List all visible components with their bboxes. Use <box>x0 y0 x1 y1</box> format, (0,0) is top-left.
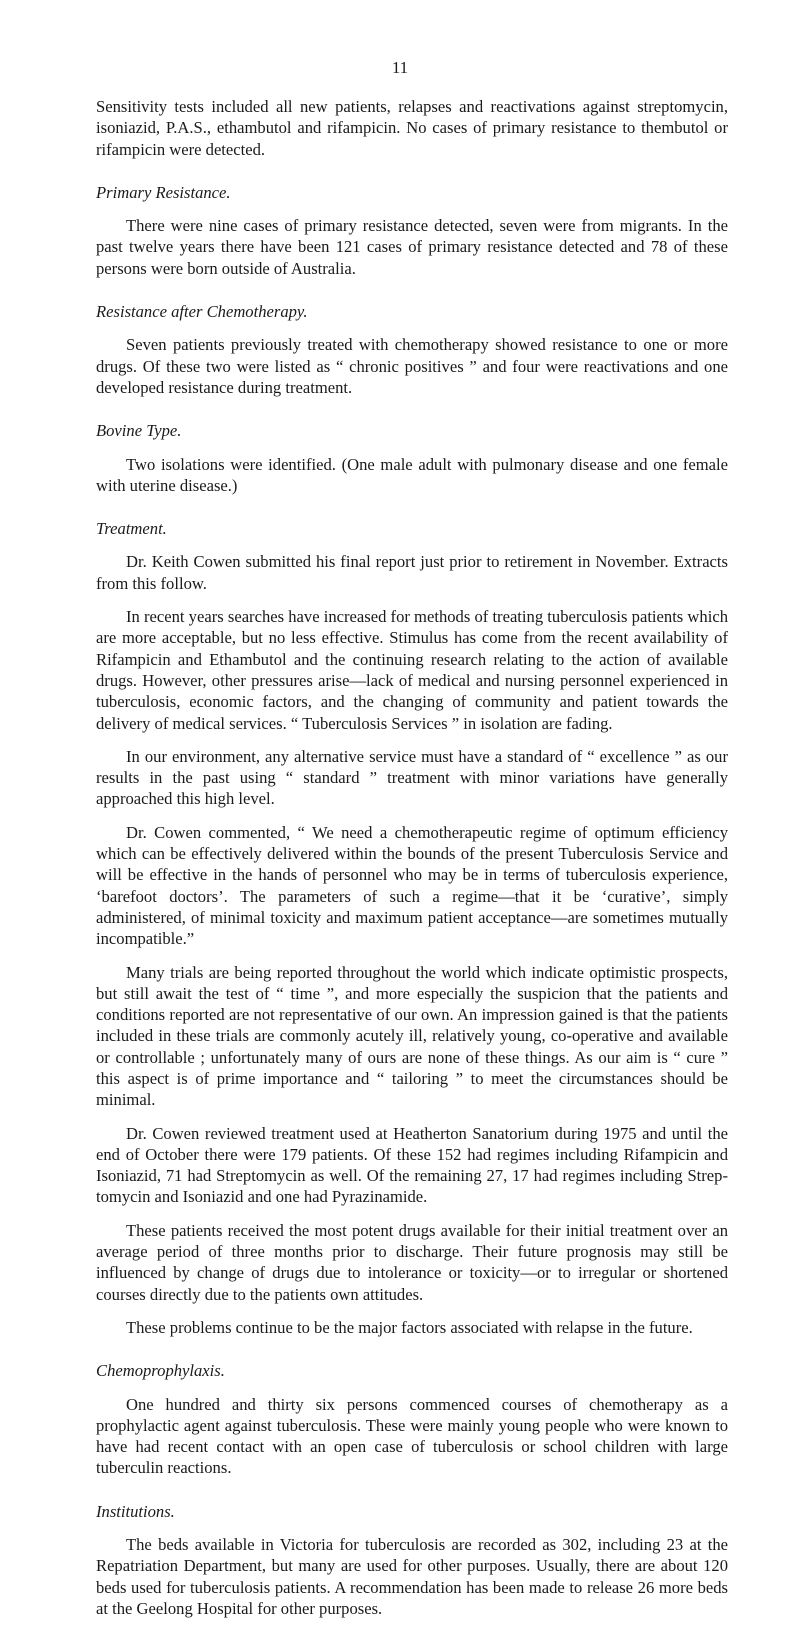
section-resistance-after-chemotherapy <box>96 301 728 398</box>
section-heading: Primary Resistance. <box>96 182 231 202</box>
paragraph: Seven patients previously treated with chemotherapy showed resistance to one or more drugs. Of these two were listed as “ chronic positives ” and four were reactivations and one developed resistance during treatment. <box>96 335 728 397</box>
section-heading: Institutions. <box>96 1501 175 1521</box>
paragraph: Many trials are being reported throughout the world which indicate optimistic prospects, but still await the test of “ time ”, and more especially the suspicion that the patients and conditions reported are not representative of our own. An impression gained is that the patients included in these trials are commonly acutely ill, relatively young, co-operative and available or controllable ; unfortunately many of ours are none of these things. As our aim is “ cure ” this aspect is of prime importance and “ tailoring ” to meet the circumstances should be minimal. <box>96 962 728 1110</box>
paragraph: One hundred and thirty six persons commenced courses of chemotherapy as a prophylactic agent against tuberculosis. These were mainly young people who were known to have had recent contact with an open case of tuberculosis or school children with large tuberculin reactions. <box>96 1394 728 1478</box>
paragraph: Dr. Cowen commented, “ We need a chemotherapeutic regime of optimum efficiency which can be effectively delivered within the bounds of the present Tuberculosis Service and will be effective in the hands of personnel who may be in terms of tuberculosis experience, ‘barefoot doctors’. The parameters of such a regime—that it be ‘curative’, simply administered, of minimal toxicity and maximum patient acceptance—are sometimes mutually incompatible.” <box>96 822 728 949</box>
section-primary-resistance <box>96 182 728 279</box>
paragraph: These patients received the most potent drugs available for their initial treatment over an average period of three months prior to discharge. Their future prognosis may still be influenced by change of drugs due to intolerance or toxicity—or to irregular or shortened courses directly due to the patients own attitudes. <box>96 1220 728 1304</box>
section-heading: Resistance after Chemotherapy. <box>96 302 308 322</box>
paragraph: There were nine cases of primary resistance detected, seven were from migrants. In the past twelve years there have been 121 cases of primary resistance detected and 78 of these persons were born outside of Australia. <box>96 216 728 278</box>
section-heading: Treatment. <box>96 519 167 539</box>
section-bovine-type <box>96 420 728 496</box>
paragraph: In recent years searches have increased for methods of treating tuberculosis patients which are more acceptable, but no less effective. Stimulus has come from the recent availability of Rifampicin and Ethambutol and the continuing research relating to the action of available drugs. However, other pressures arise—lack of medical and nursing personnel experienced in tuberculosis, economic factors, and the changing of community and patient towards the delivery of medical services. “ Tuberculosis Services ” in isolation are fading. <box>96 607 728 733</box>
paragraph: The beds available in Victoria for tuberculosis are recorded as 302, including 23 at the Repatriation Department, but many are used for other purposes. Usually, there are about 120 beds used for tuberculosis patients. A recommendation has been made to release 26 more beds at the Geelong Hospital for other purposes. <box>96 1535 728 1618</box>
page-content <box>96 96 728 1631</box>
page-number: 11 <box>391 58 409 77</box>
paragraph: These problems continue to be the major factors associated with relapse in the future. <box>126 1317 693 1337</box>
section-chemoprophylaxis <box>96 1360 728 1478</box>
section-treatment <box>96 518 728 1338</box>
section-institutions <box>96 1501 728 1619</box>
paragraph: Two isolations were identified. (One male adult with pulmonary disease and one female with uterine disease.) <box>96 454 728 495</box>
intro-paragraph: Sensitivity tests included all new patients, relapses and reactivations against streptomycin, isoniazid, P.A.S., ethambutol and rifampicin. No cases of primary resistance to thembutol or rifampicin were detected. <box>96 97 728 159</box>
paragraph: Dr. Keith Cowen submitted his final report just prior to retirement in November. Extracts from this follow. <box>96 552 728 593</box>
paragraph: In our environment, any alternative service must have a standard of “ excellence ” as our results in the past using “ standard ” treatment with minor variations have generally approached this high level. <box>96 746 728 809</box>
section-heading: Chemoprophylaxis. <box>96 1361 225 1381</box>
section-heading: Bovine Type. <box>96 421 182 441</box>
paragraph: Dr. Cowen reviewed treatment used at Heatherton Sanatorium during 1975 and until the end of October there were 179 patients. Of these 152 had regimes including Rifampicin and Isoniazid, 71 had Streptomycin as well. Of the remaining 27, 17 had regimes including Streptomycin and Isoniazid and one had Pyrazinamide. <box>96 1123 728 1207</box>
